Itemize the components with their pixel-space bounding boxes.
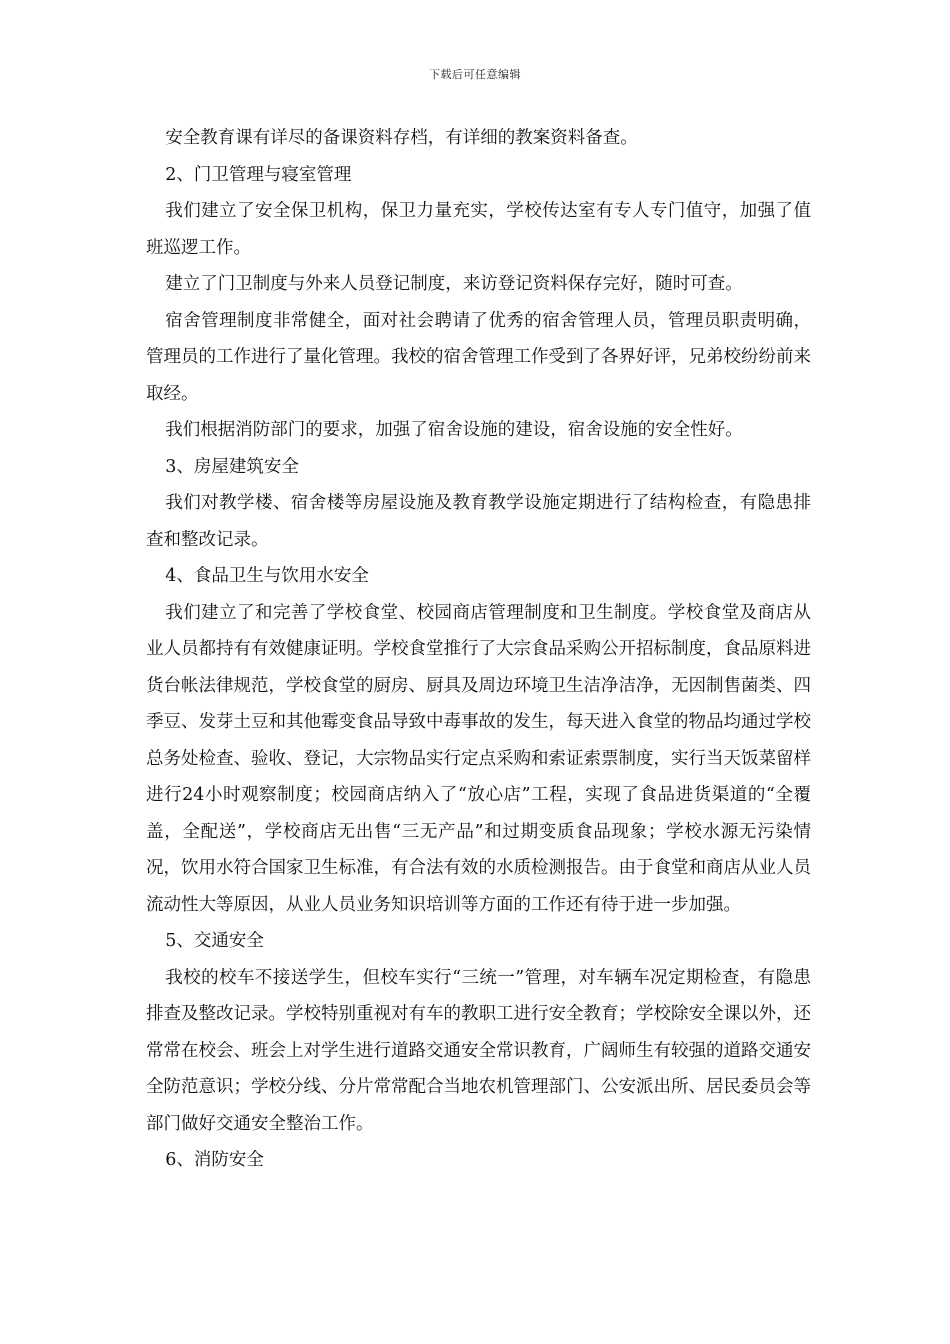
paragraph-visitor-registration: 建立了门卫制度与外来人员登记制度，来访登记资料保存完好，随时可查。 <box>165 274 743 294</box>
document-body <box>146 120 811 1179</box>
section-heading-traffic: 5、交通安全 <box>165 931 264 951</box>
section-heading-food-water: 4、食品卫生与饮用水安全 <box>165 566 369 586</box>
section-heading-gate-dorm: 2、门卫管理与寝室管理 <box>165 164 352 185</box>
paragraph-structure-check: 我们对教学楼、宿舍楼等房屋设施及教育教学设施定期进行了结构检查，有隐患排查和整改记录。 <box>146 493 811 550</box>
paragraph-fire-requirements: 我们根据消防部门的要求，加强了宿舍设施的建设，宿舍设施的安全性好。 <box>165 420 743 440</box>
section-heading-building-safety: 3、房屋建筑安全 <box>165 456 299 477</box>
paragraph-food-safety: 我们建立了和完善了学校食堂、校园商店管理制度和卫生制度。学校食堂及商店从业人员都持有有效健康证明。学校食堂推行了大宗食品采购公开招标制度，食品原料进货台帐法律规范，学校食堂的厨房、厨具及周边环境卫生洁净洁净，无因制售菌类、四季豆、发芽土豆和其他霉变食品导致中毒事故的发生，每天进入食堂的物品均通过学校总务处检查、验收、登记，大宗物品实行定点采购和索证索票制度，实行当天饭菜留样进行24小时观察制度；校园商店纳入了“放心店”工程，实现了食品进货渠道的“全覆盖，全配送”，学校商店无出售“三无产品”和过期变质食品现象；学校水源无污染情况，饮用水符合国家卫生标准，有合法有效的水质检测报告。由于食堂和商店从业人员流动性大等原因，从业人员业务知识培训等方面的工作还有待于进一步加强。 <box>146 602 811 915</box>
page-header: 下载后可任意编辑 <box>429 68 521 81</box>
paragraph-dorm-management: 宿舍管理制度非常健全，面对社会聘请了优秀的宿舍管理人员，管理员职责明确，管理员的工作进行了量化管理。我校的宿舍管理工作受到了各界好评，兄弟校纷纷前来取经。 <box>146 310 811 404</box>
section-heading-fire-safety: 6、消防安全 <box>165 1150 264 1170</box>
paragraph-traffic-safety: 我校的校车不接送学生，但校车实行“三统一”管理，对车辆车况定期检查，有隐患排查及整改记录。学校特别重视对有车的教职工进行安全教育；学校除安全课以外，还常常在校会、班会上对学生进行道路交通安全常识教育，广阔师生有较强的道路交通安全防范意识；学校分线、分片常常配合当地农机管理部门、公安派出所、居民委员会等部门做好交通安全整治工作。 <box>146 967 811 1134</box>
paragraph-lesson-records: 安全教育课有详尽的备课资料存档，有详细的教案资料备查。 <box>165 128 638 148</box>
paragraph-security-staff: 我们建立了安全保卫机构，保卫力量充实，学校传达室有专人专门值守，加强了值班巡逻工作。 <box>146 201 811 258</box>
